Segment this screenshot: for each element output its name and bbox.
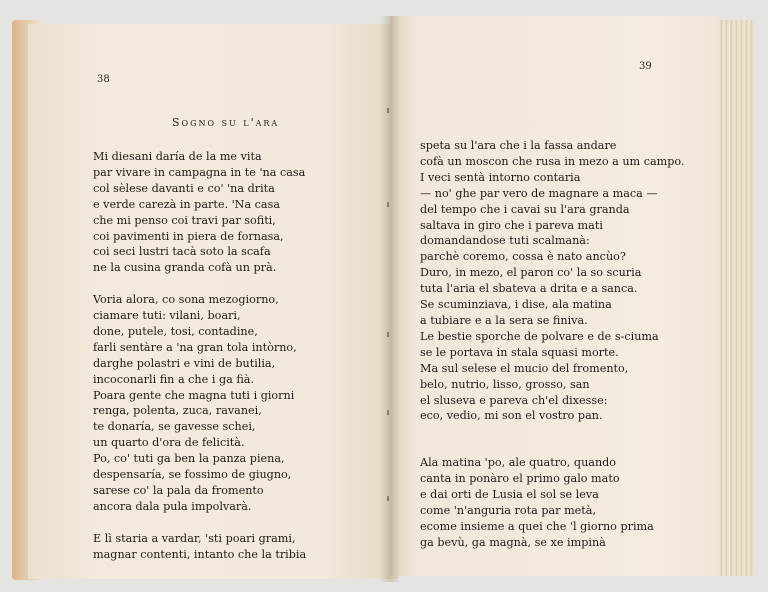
- left-page-number: 38: [97, 74, 110, 85]
- poem-line: col sèlese davanti e co' 'na drita: [93, 181, 275, 195]
- poem-line: despensaría, se fossimo de giugno,: [93, 468, 292, 482]
- poem-line: ecome insieme a quei che 'l giorno prima: [420, 519, 654, 533]
- binding-stitch: [387, 496, 389, 501]
- poem-line: Le bestie sporche de polvare e de s-ciuma: [420, 329, 659, 343]
- poem-line: farli sentàre a 'na gran tola intòrno,: [93, 340, 297, 354]
- binding-stitch: [387, 108, 389, 113]
- poem-line: ciamare tuti: vilani, boari,: [93, 309, 241, 323]
- poem-line: sarese co' la pala da fromento: [93, 484, 264, 498]
- poem-line: e verde carezà in parte. 'Na casa: [93, 197, 281, 211]
- binding-stitch: [387, 332, 389, 337]
- poem-line: come 'n'anguria rota par metà,: [420, 504, 597, 518]
- poem-line: ne la cusina granda cofà un prà.: [93, 261, 277, 275]
- poem-line: Se scuminziava, i dise, ala matina: [420, 298, 612, 312]
- poem-line: Po, co' tuti ga ben la panza piena,: [93, 452, 285, 466]
- poem-line: ga bevù, ga magnà, se xe impinà: [420, 535, 606, 549]
- poem-line: ancora dala pula impolvarà.: [93, 499, 252, 513]
- poem-title: Sogno su l'ara: [172, 116, 280, 129]
- poem-line: e dai orti de Lusia el sol se leva: [420, 488, 599, 502]
- stanza: [420, 138, 685, 424]
- poem-line: coi pavimenti in piera de fornasa,: [93, 229, 284, 243]
- poem-line: Mi diesani daría de la me vita: [93, 150, 262, 163]
- stanza: [93, 531, 306, 563]
- poem-line: incoconarli fin a che i ga fià.: [93, 372, 255, 386]
- poem-line: par vivare in campagna in te 'na casa: [93, 165, 306, 179]
- poem-line: Ala matina 'po, ale quatro, quando: [420, 456, 617, 470]
- poem-line: canta in ponàro el primo galo mato: [420, 472, 620, 486]
- right-page-text: [420, 138, 685, 567]
- right-page-number: 39: [639, 61, 652, 72]
- poem-line: del tempo che i cavai su l'ara granda: [420, 202, 630, 216]
- poem-line: Poara gente che magna tuti i giorni: [93, 388, 295, 402]
- poem-line: belo, nutrio, lisso, grosso, san: [420, 377, 590, 391]
- poem-line: done, putele, tosi, contadine,: [93, 324, 258, 338]
- poem-line: parchè coremo, cossa è nato ancùo?: [420, 250, 626, 264]
- stanza: [93, 292, 306, 515]
- poem-line: I veci sentà intorno contaria: [420, 170, 581, 184]
- poem-line: coi seci lustri tacà soto la scafa: [93, 245, 271, 259]
- poem-line: saltava in giro che i pareva mati: [420, 218, 603, 232]
- poem-line: Duro, in mezo, el paron co' la so scuria: [420, 266, 642, 280]
- page-stack-edge: [718, 20, 754, 576]
- poem-line: darghe polastri e vini de butilia,: [93, 356, 276, 370]
- poem-line: a tubiare e a la sera se finiva.: [420, 313, 588, 327]
- binding-stitch: [387, 410, 389, 415]
- binding-stitch: [387, 202, 389, 207]
- stanza: [93, 149, 306, 276]
- poem-line: Voria alora, co sona mezogiorno,: [93, 293, 279, 307]
- poem-line: magnar contenti, intanto che la tribia: [93, 547, 307, 561]
- poem-line: Ma sul selese el mucio del fromento,: [420, 361, 629, 375]
- poem-line: eco, vedio, mi son el vostro pan.: [420, 409, 603, 423]
- poem-line: cofà un moscon che rusa in mezo a um campo.: [420, 154, 685, 168]
- poem-line: renga, polenta, zuca, ravanei,: [93, 404, 262, 418]
- poem-line: se le portava in stala squasi morte.: [420, 345, 619, 359]
- poem-line: — no' ghe par vero de magnare a maca —: [420, 186, 658, 200]
- poem-line: speta su l'ara che i la fassa andare: [420, 139, 617, 152]
- left-page-text: [93, 149, 306, 578]
- poem-line: el sluseva e pareva ch'el dixesse:: [420, 393, 608, 407]
- poem-line: un quarto d'ora de felicità.: [93, 436, 245, 450]
- poem-line: tuta l'aria el sbateva a drita e a sanca.: [420, 282, 638, 296]
- poem-line: E lì staria a vardar, 'sti poari grami,: [93, 531, 296, 545]
- poem-line: che mi penso coi travi par sofiti,: [93, 213, 276, 227]
- poem-line: te donaría, se gavesse schei,: [93, 420, 256, 434]
- stanza: [420, 455, 685, 550]
- book-gutter: [380, 16, 400, 582]
- poem-line: domandandose tuti scalmanà:: [420, 234, 590, 248]
